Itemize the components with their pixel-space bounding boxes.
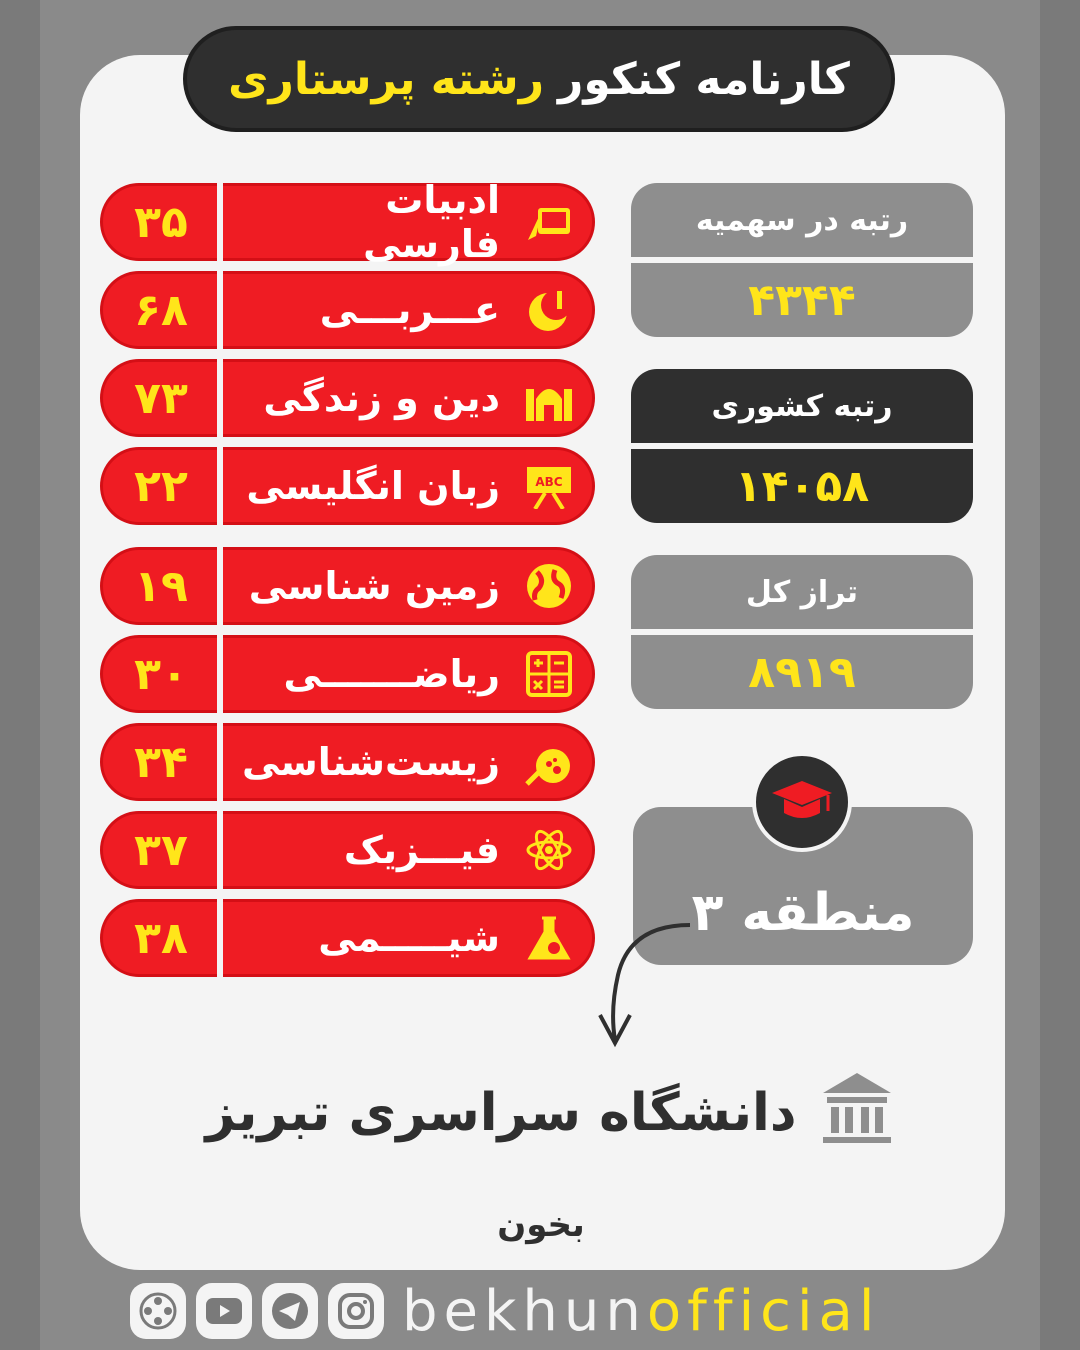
globe-icon — [524, 562, 574, 610]
arrow-icon — [590, 915, 700, 1050]
graduation-cap-icon — [752, 752, 852, 852]
calculator-icon — [524, 650, 574, 698]
subject-score: ۳۵ — [134, 196, 188, 248]
abc-board-icon — [524, 462, 574, 510]
youtube-icon[interactable] — [196, 1283, 252, 1339]
region-label: منطقه ۳ — [691, 883, 915, 943]
subject-row — [100, 271, 595, 349]
book-feather-icon — [524, 198, 574, 246]
quota-rank-label: رتبه در سهمیه — [631, 183, 973, 257]
instagram-icon[interactable] — [328, 1283, 384, 1339]
crescent-icon — [524, 286, 574, 334]
national-rank-value: ۱۴۰۵۸ — [631, 449, 973, 523]
total-score-label: تراز کل — [631, 555, 973, 629]
divider — [217, 183, 223, 261]
university-name: دانشگاه سراسری تبریز — [205, 1083, 797, 1143]
subject-name: دین و زندگی — [263, 376, 500, 420]
mosque-icon — [524, 374, 574, 422]
divider — [217, 359, 223, 437]
subject-name: ریاضـــــــی — [283, 652, 500, 696]
divider — [217, 547, 223, 625]
subject-name: ادبیات فارسی — [363, 178, 500, 266]
footer — [130, 1278, 950, 1344]
subject-row — [100, 178, 595, 266]
subject-row — [100, 635, 595, 713]
social-links — [130, 1283, 384, 1339]
subject-name: عـــربـــی — [319, 288, 500, 332]
subject-row — [100, 359, 595, 437]
handle-part-b: official — [646, 1278, 881, 1344]
subject-name: زمین شناسی — [248, 564, 500, 608]
subject-score: ۳۷ — [134, 824, 188, 876]
title-main: کارنامه کنکور — [558, 53, 850, 105]
subject-row — [100, 811, 595, 889]
subject-score: ۶۸ — [134, 284, 188, 336]
quota-rank-value: ۴۳۴۴ — [631, 263, 973, 337]
subject-row — [100, 723, 595, 801]
subject-score: ۷۳ — [134, 372, 188, 424]
svg-text:ABC: ABC — [535, 475, 563, 489]
subject-row — [100, 899, 595, 977]
subject-score: ۳۴ — [134, 736, 188, 788]
divider — [217, 811, 223, 889]
handle-part-a: bekhun — [402, 1278, 647, 1344]
total-score-value: ۸۹۱۹ — [631, 635, 973, 709]
subject-name: شیـــــمی — [318, 916, 500, 960]
page-title — [183, 26, 895, 132]
subject-score: ۱۹ — [134, 560, 188, 612]
divider — [217, 271, 223, 349]
subject-row — [100, 547, 595, 625]
telegram-icon[interactable] — [262, 1283, 318, 1339]
divider — [217, 899, 223, 977]
flask-icon — [524, 914, 574, 962]
logo-text: بخون — [497, 1205, 585, 1245]
brand-handle — [402, 1279, 880, 1344]
title-highlight: رشته پرستاری — [228, 53, 545, 105]
national-rank — [631, 369, 973, 523]
subject-name: زبان انگلیسی — [246, 464, 500, 508]
subject-name: فیـــزیک — [343, 828, 500, 872]
subject-score: ۳۰ — [134, 648, 188, 700]
divider — [217, 723, 223, 801]
divider — [217, 635, 223, 713]
brand-logo — [496, 1180, 586, 1270]
subject-score: ۳۸ — [134, 912, 188, 964]
subject-name: زیست‌شناسی — [241, 740, 500, 784]
building-icon — [819, 1069, 895, 1158]
film-reel-icon[interactable] — [130, 1283, 186, 1339]
total-score — [631, 555, 973, 709]
subject-score: ۲۲ — [134, 460, 188, 512]
petri-dish-icon — [524, 738, 574, 786]
national-rank-label: رتبه کشوری — [631, 369, 973, 443]
quota-rank — [631, 183, 973, 337]
divider — [217, 447, 223, 525]
subject-row — [100, 447, 595, 525]
university — [200, 1068, 900, 1158]
atom-icon — [524, 826, 574, 874]
